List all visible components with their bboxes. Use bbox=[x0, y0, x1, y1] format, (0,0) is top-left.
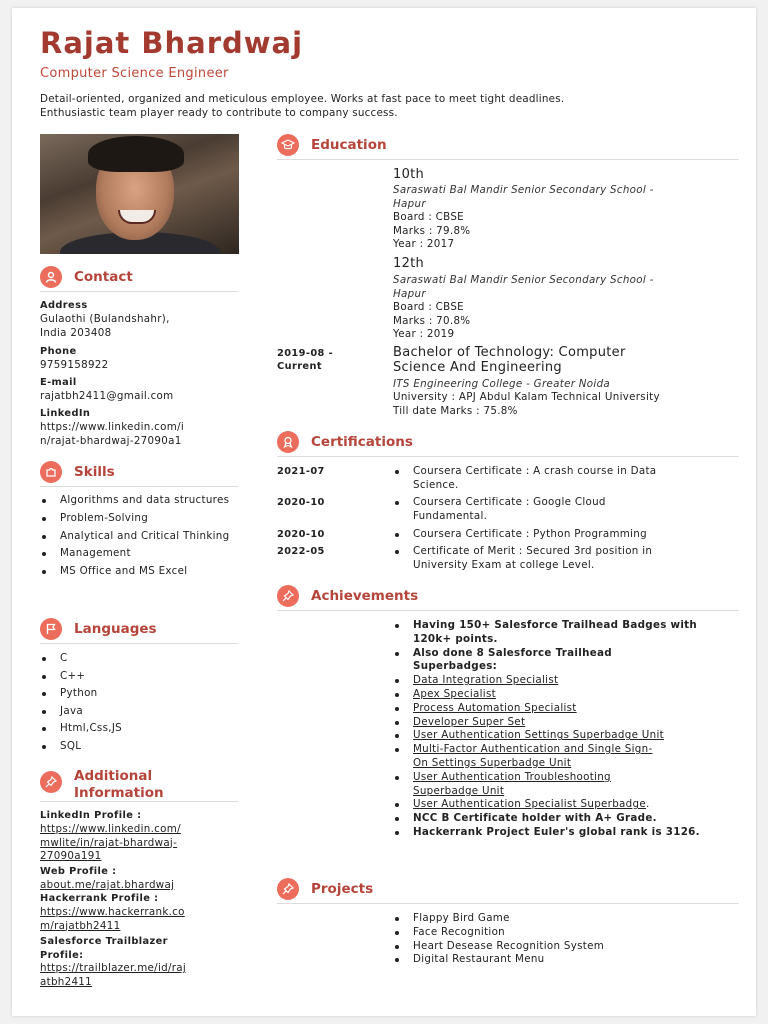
linkedin-profile-label: LinkedIn Profile : bbox=[40, 810, 142, 821]
trailblazer-label: Salesforce Trailblazer Profile: bbox=[40, 936, 168, 961]
list-item: Hackerrank Project Euler's global rank is 3126. bbox=[393, 826, 743, 840]
section-title: Skills bbox=[74, 463, 115, 480]
list-item: Problem-Solving bbox=[40, 512, 240, 526]
list-item: Having 150+ Salesforce Trailhead Badges with 120k+ points. bbox=[393, 619, 743, 647]
section-title: Contact bbox=[74, 268, 133, 285]
education-heading bbox=[277, 134, 387, 156]
education-details: Board : CBSE Marks : 70.8% Year : 2019 bbox=[393, 301, 471, 341]
additional-heading bbox=[40, 768, 184, 802]
school-name: ITS Engineering College - Greater Noida bbox=[393, 378, 611, 390]
badge-link[interactable]: Apex Specialist bbox=[393, 688, 743, 702]
list-item: Html,Css,JS bbox=[40, 722, 240, 736]
languages-list bbox=[40, 652, 240, 754]
education-details: Board : CBSE Marks : 79.8% Year : 2017 bbox=[393, 211, 471, 251]
section-title: Languages bbox=[74, 620, 157, 637]
linkedin-value[interactable]: https://www.linkedin.com/i n/rajat-bhardwaj-27090a1 bbox=[40, 421, 184, 447]
degree-title: Bachelor of Technology: Computer Science And Engineering bbox=[393, 345, 626, 375]
email-label: E-mail bbox=[40, 377, 77, 388]
skills-list bbox=[40, 494, 240, 579]
list-item: Analytical and Critical Thinking bbox=[40, 530, 240, 544]
projects-heading bbox=[277, 878, 373, 900]
list-item: Digital Restaurant Menu bbox=[393, 953, 733, 967]
list-item: Algorithms and data structures bbox=[40, 494, 240, 508]
school-name: Saraswati Bal Mandir Senior Secondary School - Hapur bbox=[393, 274, 654, 300]
contact-heading bbox=[40, 266, 133, 288]
badge-link[interactable]: Process Automation Specialist bbox=[393, 702, 743, 716]
profile-photo bbox=[40, 134, 239, 254]
list-item: SQL bbox=[40, 740, 240, 754]
list-item: NCC B Certificate holder with A+ Grade. bbox=[393, 812, 743, 826]
candidate-name: Rajat Bhardwaj bbox=[40, 26, 304, 60]
badge-link[interactable]: Multi-Factor Authentication and Single Sign- On Settings Superbadge Unit bbox=[393, 743, 743, 771]
list-item: Python bbox=[40, 687, 240, 701]
address-value: Gulaothi (Bulandshahr), India 203408 bbox=[40, 313, 170, 339]
section-title: Certifications bbox=[311, 433, 413, 450]
trailblazer-link[interactable]: https://trailblazer.me/id/raj atbh2411 bbox=[40, 962, 187, 988]
education-date: 2019-08 - Current bbox=[277, 348, 334, 372]
badge-link[interactable]: User Authentication Troubleshooting Superbadge Unit bbox=[393, 771, 743, 799]
hackerrank-label: Hackerrank Profile : bbox=[40, 893, 159, 904]
list-item: Face Recognition bbox=[393, 926, 733, 940]
summary-line: Enthusiastic team player ready to contribute to company success. bbox=[40, 107, 398, 119]
list-item: Also done 8 Salesforce Trailhead Superbadges: bbox=[393, 647, 743, 675]
degree-title: 12th bbox=[393, 256, 425, 271]
projects-list bbox=[393, 912, 733, 967]
achievements-list bbox=[393, 619, 743, 840]
linkedin-profile-link[interactable]: https://www.linkedin.com/ mwlite/in/rajat-bhardwaj- 27090a191 bbox=[40, 823, 181, 862]
hackerrank-link[interactable]: https://www.hackerrank.co m/rajatbh2411 bbox=[40, 906, 185, 932]
section-title: Additional Information bbox=[74, 768, 164, 801]
achievements-heading bbox=[277, 585, 418, 607]
summary bbox=[40, 92, 720, 120]
pin-icon bbox=[40, 771, 62, 793]
phone-value: 9759158922 bbox=[40, 359, 109, 371]
list-item: Heart Desease Recognition System bbox=[393, 940, 733, 954]
section-title: Achievements bbox=[311, 587, 419, 604]
badge-link[interactable]: Data Integration Specialist bbox=[393, 674, 743, 688]
linkedin-label: LinkedIn bbox=[40, 408, 91, 419]
graduation-cap-icon bbox=[277, 134, 299, 156]
address-label: Address bbox=[40, 300, 88, 311]
ribbon-icon bbox=[277, 431, 299, 453]
degree-title: 10th bbox=[393, 167, 425, 182]
languages-heading bbox=[40, 618, 157, 640]
pin-icon bbox=[277, 878, 299, 900]
web-profile-link[interactable]: about.me/rajat.bhardwaj bbox=[40, 879, 175, 891]
summary-line: Detail-oriented, organized and meticulous employee. Works at fast pace to meet tight deadlines. bbox=[40, 93, 565, 105]
list-item: MS Office and MS Excel bbox=[40, 565, 240, 579]
puzzle-icon bbox=[40, 461, 62, 483]
badge-link[interactable]: User Authentication Specialist Superbadge. bbox=[393, 798, 743, 812]
skills-heading bbox=[40, 461, 115, 483]
list-item: Management bbox=[40, 547, 240, 561]
school-name: Saraswati Bal Mandir Senior Secondary School - Hapur bbox=[393, 184, 654, 210]
resume-page: Rajat Bhardwaj Computer Science Engineer Detail-oriented, organized and meticulous employee. Works at fast pace to meet tight deadlines. Enthusiastic team player ready to contribute to company success. Contact Address Gulaothi (Bulandshahr), India 203408 Phone 9759158922 E-mail rajatbh2411@gmail.com LinkedIn https://www.linkedin.com/i n/rajat-bhardwaj-27090a1 Skills Algorithms and data structures Problem-Solving Analytical and Critical Thinking Management MS Office and MS Excel Languages C C++ Python Java Html,Css,JS SQL Additional Information LinkedIn Profile : https://www.linkedin.com/ mwlite/in/rajat-bhardwaj- 27090a191 Web Profile : about.me/rajat.bhardwaj Hackerrank Profile : https://www.hackerrank.co m/rajatbh2411 Salesforce Trailblazer Profile: https://trailblazer.me/id/raj atbh2411 Education 10th Saraswati Bal Mandir Senior Secondary School - Hapur Board : CBSE Marks : 79.8% Year : 2017 12th Saraswati Bal Mandir Senior Secondary School - Hapur Board : CBSE Marks : 70.8% Year : 2019 2019-08 - Current Bachelor of Technology: Computer Science And Engineering ITS Engineering College - Greater Noida University : APJ Abdul Kalam Technical University Till date Marks : 75.8% Certifications 2021-07 Coursera Certificate : A crash course in Data Science. 2020-10 Coursera Certificate : Google Cloud Fundamental. 2020-10 Coursera Certificate : Python Programming 2022-05 Certificate of Merit : Secured 3rd position in University Exam at college Level. Achievements Having 150+ Salesforce Trailhead Badges with 120k+ points. Also done 8 Salesforce Trailhead Superbadges: Data Integration Specialist Apex Specialist Process Automation Specialist Developer Super Set User Authentication Settings Superbadge Unit Multi-Factor Authentication and Single Sign- On Settings Superbadge Unit User Authentication Troubleshooting Superbadge Unit User Authentication Specialist Superbadge. NCC B Certificate holder with A+ Grade. Hackerrank Project Euler's global rank is 3126. Projects Flappy Bird Game Face Recognition Heart Desease Recognition System Digital Restaurant Menu bbox=[12, 8, 756, 1016]
badge-link[interactable]: User Authentication Settings Superbadge Unit bbox=[393, 729, 743, 743]
education-details: University : APJ Abdul Kalam Technical University Till date Marks : 75.8% bbox=[393, 391, 660, 417]
certifications-heading bbox=[277, 431, 413, 453]
web-profile-label: Web Profile : bbox=[40, 866, 117, 877]
badge-link[interactable]: Developer Super Set bbox=[393, 716, 743, 730]
email-value[interactable]: rajatbh2411@gmail.com bbox=[40, 390, 174, 402]
flag-icon bbox=[40, 618, 62, 640]
list-item: Java bbox=[40, 705, 240, 719]
candidate-title: Computer Science Engineer bbox=[40, 66, 229, 81]
list-item: C bbox=[40, 652, 240, 666]
section-title: Education bbox=[311, 136, 387, 153]
list-item: Flappy Bird Game bbox=[393, 912, 733, 926]
section-title: Projects bbox=[311, 880, 374, 897]
list-item: C++ bbox=[40, 670, 240, 684]
phone-label: Phone bbox=[40, 346, 77, 357]
person-icon bbox=[40, 266, 62, 288]
star-icon bbox=[277, 585, 299, 607]
